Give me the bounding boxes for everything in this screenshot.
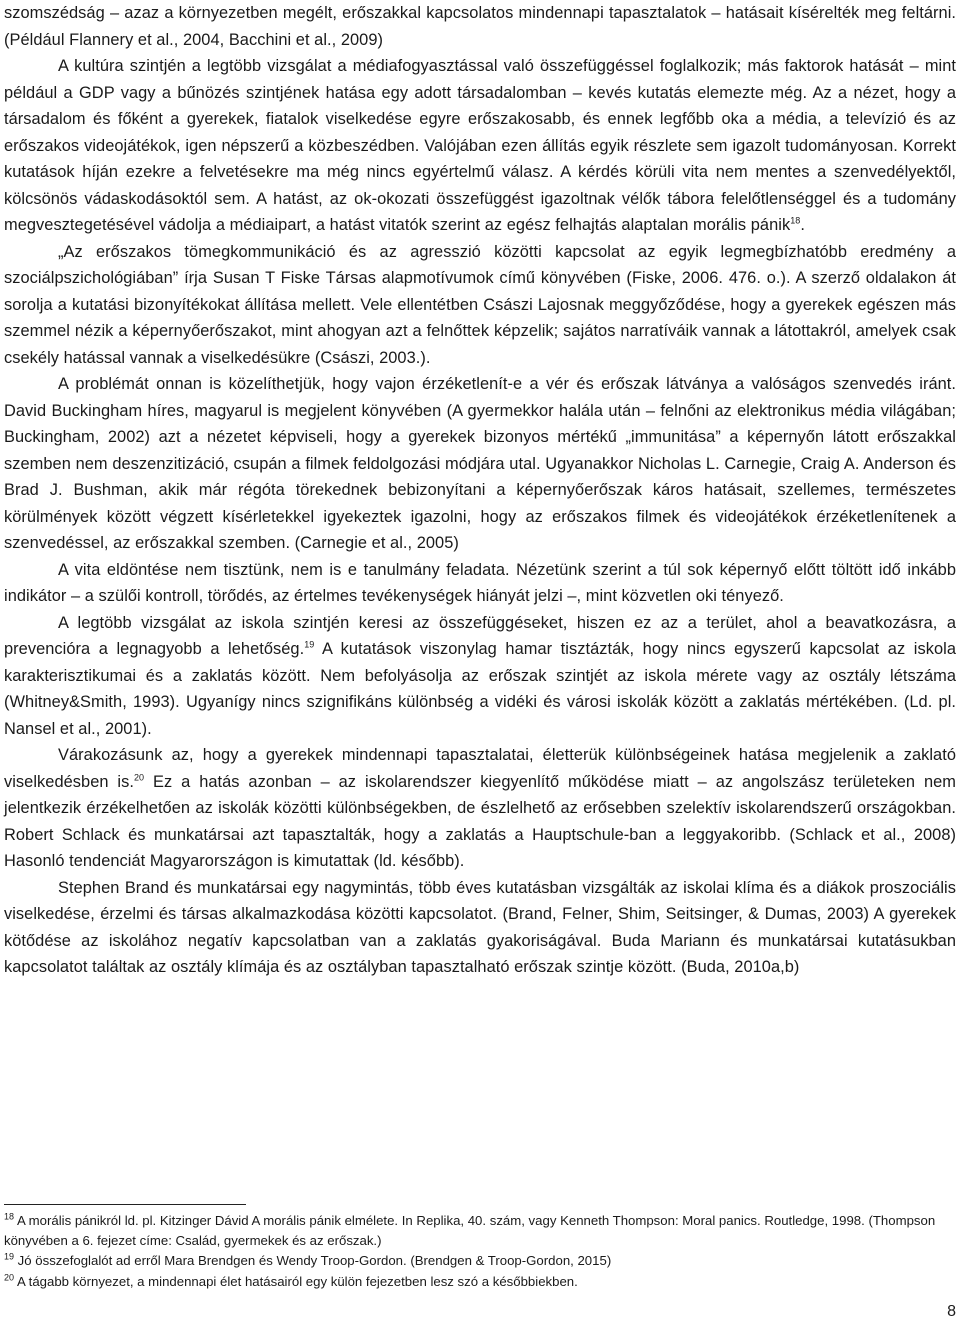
- footnote-separator: [4, 1204, 246, 1205]
- paragraph-text: A kultúra szintjén a legtöbb vizsgálat a médiafogyasztással való összefüggéssel foglalkozik; más faktorok hatását – mint például a GDP vagy a bűnözés szintjének hatása egy adott társadalomban – kevés kutatás elemezte még. Az a nézet, hogy a társadalom és főként a gyerekek, fiatalok viselkedése egyre erőszakosabb, és ennek legfőbb oka a média, a televízió és az erőszakos videojátékok, igen népszerű a közbeszédben. Valójában ezen állítás egyik részlete sem igazolt tudományosan. Korrekt kutatások híján ezekre a felvetésekre ma még nincs egyértelmű válasz. A kérdés körüli vita nem mentes a szenvedélyektől, kölcsönös vádaskodásoktól sem. A hatást, az ok-okozati összefüggést igazoltnak vélők tábora felelőtlenséggel és a tudomány megvesztegetésével vádolja a médiaipart, a hatást vitatók szerint az egész felhajtás alaptalan morális pánik: [4, 57, 956, 234]
- paragraph-school-climate: [4, 875, 956, 981]
- paragraph-school-level: [4, 610, 956, 743]
- paragraph-media-culture: [4, 53, 956, 239]
- paragraph-desensitization: [4, 371, 956, 557]
- footnotes: [4, 1211, 956, 1292]
- body-text: [4, 0, 956, 981]
- footnote-number: 20: [4, 1272, 15, 1283]
- paragraph-text: A problémát onnan is közelíthetjük, hogy vajon érzéketlenít-e a vér és erőszak látványa a valóságos szenvedés iránt. David Buckingham híres, magyarul is megjelent könyvében (A gyermekkor halála után – felnőni az elektronikus média világában; Buckingham, 2002) azt a nézetet képviseli, hogy a gyerekek bizonyos mértékű „immunitása” a képernyőn látott erőszakkal szemben nem deszenzitizáció, csupán a filmek feldolgozási módjára utal. Ugyanakkor Nicholas L. Carnegie, Craig A. Anderson és Brad J. Bushman, akik már régóta törekednek bebizonyítani a képernyőerőszak káros hatásait, szellemes, természetes körülmények között végzett kísérletekkel igyekeztek igazolni, hogy az erőszakos filmek és videojátékok érzéketlenítenek a szenvedéssel, az erőszakkal szemben. (Carnegie et al., 2005): [4, 375, 956, 552]
- footnote-number: 18: [4, 1211, 15, 1222]
- paragraph-text: szomszédság – azaz a környezetben megélt, erőszakkal kapcsolatos mindennapi tapasztalatok – hatásait kísérelték meg feltárni. (Például Flannery et al., 2004, Bacchini et al., 2009): [4, 4, 956, 49]
- paragraph-text: Stephen Brand és munkatársai egy nagymintás, több éves kutatásban vizsgálták az iskolai klíma és a diákok proszociális viselkedése, érzelmi és társas alkalmazkodása közötti kapcsolatot. (Brand, Felner, Shim, Seitsinger, & Dumas, 2003) A gyerekek kötődése az iskolához negatív kapcsolatban van a zaklatás gyakoriságával. Buda Mariann és munkatársai kutatásukban kapcsolatot találtak az osztály klímája és az osztályban tapasztalható erőszak szintje között. (Buda, 2010a,b): [4, 878, 956, 976]
- paragraph-text: A legtöbb vizsgálat az iskola szintjén keresi az összefüggéseket, hiszen ez az a terület, ahol a beavatkozásra, a prevencióra a legnagyobb a lehetőség.: [4, 613, 956, 658]
- footnote-text: Jó összefoglalót ad erről Mara Brendgen és Wendy Troop-Gordon. (Brendgen & Troop-Gordon, 2015): [14, 1253, 612, 1269]
- footnote-reference[interactable]: 19: [304, 639, 315, 650]
- paragraph-text: A kutatások viszonylag hamar tisztázták, hogy nincs egyszerű kapcsolat az iskola karakterisztikumai és a zaklatás között. Nem befolyásolja az erőszak szintjét az iskola mérete vagy az osztály létszáma (Whitney&Smith, 1993). Ugyanígy nincs szignifikáns különbség a vidéki és városi iskolák között a zaklatás mértékében. (Ld. pl. Nansel et al., 2001).: [4, 640, 956, 738]
- footnote-19: [4, 1251, 956, 1271]
- footnote-reference[interactable]: 18: [790, 215, 801, 226]
- footnote-text: A tágabb környezet, a mindennapi élet hatásairól egy külön fejezetben lesz szó a későbbiekben.: [14, 1273, 578, 1289]
- footnote-18: [4, 1211, 956, 1251]
- paragraph-text: .: [800, 216, 805, 234]
- paragraph-continuation: [4, 0, 956, 53]
- paragraph-text: Várakozásunk az, hogy a gyerekek mindennapi tapasztalatai, életterük különbségeinek hatása megjelenik a zaklató viselkedésben is.: [4, 746, 956, 791]
- paragraph-fiske-quote: [4, 239, 956, 372]
- footnote-number: 19: [4, 1252, 15, 1263]
- footnote-20: [4, 1272, 956, 1292]
- page-number: 8: [947, 1303, 956, 1320]
- paragraph-text: „Az erőszakos tömegkommunikáció és az agresszió közötti kapcsolat az egyik legmegbízhatóbb eredmény a szociálpszichológiában” írja Susan T Fiske Társas alapmotívumok című könyvében (Fiske, 2006. 476. o.). A szerző oldalakon át sorolja a kutatási bizonyítékokat állítása mellett. Vele ellentétben Császi Lajosnak meggyőződése, hogy a gyerekek egészen más szemmel nézik a képernyőerőszakot, mint ahogyan azt a felnőttek képzelik; sajátos narratíváik vannak a látottakról, amelyek csak csekély hatással vannak a viselkedésükre (Császi, 2003.).: [4, 242, 956, 367]
- footnote-text: A morális pánikról ld. pl. Kitzinger Dávid A morális pánik elmélete. In Replika, 40. szám, vagy Kenneth Thompson: Moral panics. Routledge, 1998. (Thompson könyvében a 6. fejezet címe: Család, gyermekek és az erőszak.): [4, 1213, 936, 1249]
- paragraph-text: A vita eldöntése nem tisztünk, nem is e tanulmány feladata. Nézetünk szerint a túl sok képernyő előtt töltött idő inkább indikátor – a szülői kontroll, törődés, az értelmes tevékenységek hiányát jelzi –, mint közvetlen oki tényező.: [4, 560, 956, 605]
- paragraph-expectation: [4, 742, 956, 875]
- paragraph-debate: [4, 557, 956, 610]
- footnote-reference[interactable]: 20: [133, 772, 145, 783]
- paragraph-text: Ez a hatás azonban – az iskolarendszer kiegyenlítő működése miatt – az angolszász területeken nem jelentkezik érzékelhetően az iskolák közötti különbségekben, de észlelhető az erősebben szelektív iskolarendszerű országokban. Robert Schlack és munkatársai azt tapasztalták, hogy a zaklatás a Hauptschule-ban a leggyakoribb. (Schlack et al., 2008) Hasonló tendenciát Magyarországon is kimutattak (ld. később).: [4, 772, 956, 870]
